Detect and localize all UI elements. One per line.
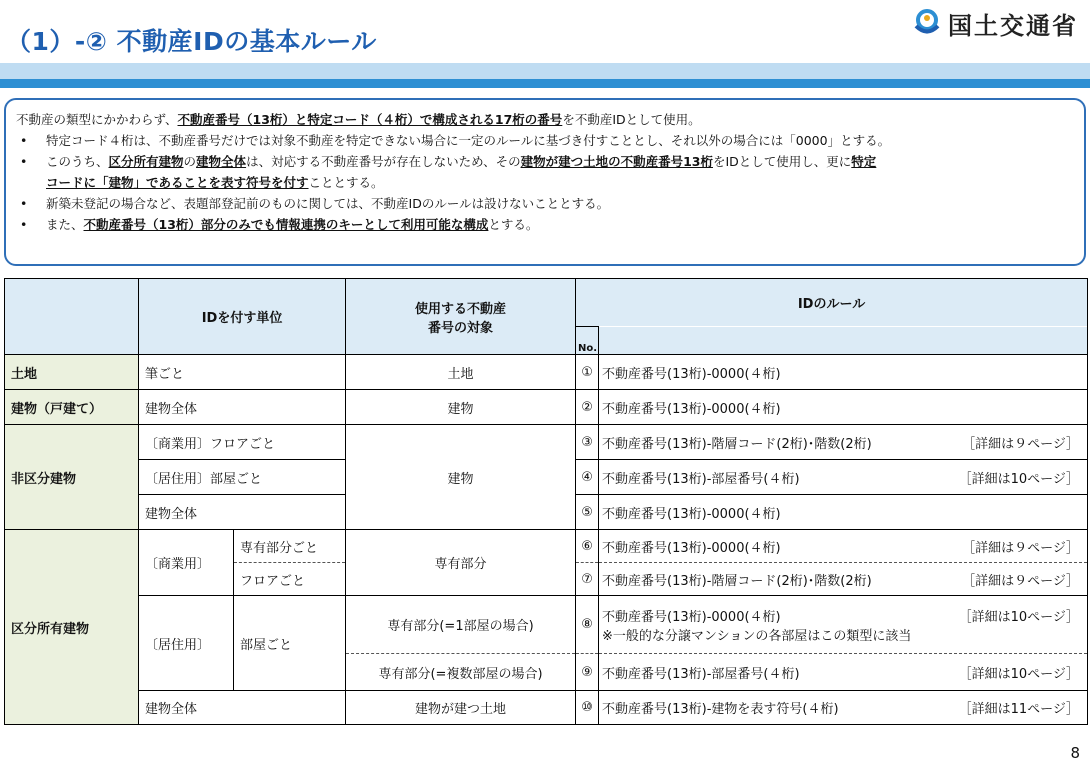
target-cell: 建物が建つ土地 [346,691,576,725]
org-logo [912,6,1078,41]
table-row [5,530,1088,563]
unit-cell: 〔居住用〕 [139,596,234,691]
rule-cell: 不動産番号(13桁)-部屋番号(４桁) ［詳細は10ページ］ [599,654,1088,691]
target-cell: 専有部分(=複数部屋の場合) [346,654,576,691]
unit-cell: 筆ごと [139,355,346,390]
table-row [5,355,1088,390]
rule-no: ⑦ [576,563,599,596]
unit-cell: 〔居住用〕部屋ごと [139,460,346,495]
rule-cell: 不動産番号(13桁)-0000(４桁) [599,355,1088,390]
header-band-dark [0,79,1090,88]
rule-cell: 不動産番号(13桁)-0000(４桁) ［詳細は９ページ］ [599,530,1088,563]
rule-no: ② [576,390,599,425]
header-band-light [0,63,1090,79]
target-cell: 専有部分(=1部屋の場合) [346,596,576,654]
unit-sub-cell: 部屋ごと [234,596,346,691]
rule-no: ⑥ [576,530,599,563]
page-number: 8 [1070,744,1080,762]
summary-bullet-3: • 新築未登記の場合など、表題部登記前のものに関しては、不動産IDのルールは設けないこととする。 [16,193,1072,214]
unit-sub-cell: 専有部分ごと [234,530,346,563]
table-row [5,596,1088,654]
header-unit: IDを付す単位 [139,279,346,355]
target-cell: 土地 [346,355,576,390]
rule-cell: 不動産番号(13桁)-0000(４桁) [599,390,1088,425]
header-rule: IDのルール [576,279,1088,327]
unit-cell: 建物全体 [139,390,346,425]
summary-bullet-4: • また、不動産番号（13桁）部分のみでも情報連携のキーとして利用可能な構成とする。 [16,214,1072,235]
rule-no: ⑧ [576,596,599,654]
table-row [5,390,1088,425]
summary-box [4,98,1086,266]
rule-no: ⑩ [576,691,599,725]
category-land: 土地 [5,355,139,390]
summary-bullet-1: • 特定コード４桁は、不動産番号だけでは対象不動産を特定できない場合に一定のルールに基づき付すこととし、それ以外の場合には「0000」とする。 [16,130,1072,151]
rule-cell: 不動産番号(13桁)-階層コード(2桁)･階数(2桁) ［詳細は９ページ］ [599,563,1088,596]
header-blank [5,279,139,355]
unit-sub-cell: フロアごと [234,563,346,596]
target-cell: 専有部分 [346,530,576,596]
category-non-condo: 非区分建物 [5,425,139,530]
rule-cell: 不動産番号(13桁)-0000(４桁) [599,495,1088,530]
org-name: 国土交通省 [948,12,1078,40]
unit-cell: 建物全体 [139,495,346,530]
unit-cell: 建物全体 [139,691,346,725]
page-title: （1）-② 不動産IDの基本ルール [6,27,377,56]
rule-cell: 不動産番号(13桁)-階層コード(2桁)･階数(2桁) ［詳細は９ページ］ [599,425,1088,460]
header-rule-blank [599,327,1088,355]
bullet-icon: • [20,196,28,211]
summary-bullet-2-cont: コードに「建物」であることを表す符号を付すこととする。 [46,175,384,190]
table-row [5,425,1088,460]
rule-no: ③ [576,425,599,460]
mlit-logo-icon [912,7,942,41]
bullet-icon: • [20,133,28,148]
category-detached: 建物（戸建て） [5,390,139,425]
rule-no: ⑤ [576,495,599,530]
header-no: No. [576,327,599,355]
rule-note: ※一般的な分譲マンションの各部屋はこの類型に該当 [602,628,912,644]
rule-cell: 不動産番号(13桁)-建物を表す符号(４桁) ［詳細は11ページ］ [599,691,1088,725]
target-cell: 建物 [346,390,576,425]
rule-no: ① [576,355,599,390]
id-rules-table [4,278,1088,725]
unit-cell: 〔商業用〕フロアごと [139,425,346,460]
bullet-icon: • [20,217,28,232]
category-condo: 区分所有建物 [5,530,139,725]
target-cell: 建物 [346,425,576,530]
rule-cell: 不動産番号(13桁)-部屋番号(４桁) ［詳細は10ページ］ [599,460,1088,495]
rule-no: ⑨ [576,654,599,691]
rule-no: ④ [576,460,599,495]
summary-bullet-2: • このうち、区分所有建物の建物全体は、対応する不動産番号が存在しないため、その建物が建つ土地の不動産番号13桁をIDとして使用し、更に特定 [16,151,1072,172]
table-header-row [5,279,1088,327]
rule-cell: 不動産番号(13桁)-0000(４桁) ［詳細は10ページ］ ※一般的な分譲マンションの各部屋はこの類型に該当 [599,596,1088,654]
table-row [5,691,1088,725]
bullet-icon: • [20,154,28,169]
unit-cell: 〔商業用〕 [139,530,234,596]
summary-lead: 不動産の類型にかかわらず、不動産番号（13桁）と特定コード（４桁）で構成される17桁の番号を不動産IDとして使用。 [16,112,701,127]
header-target: 使用する不動産 番号の対象 [346,279,576,355]
